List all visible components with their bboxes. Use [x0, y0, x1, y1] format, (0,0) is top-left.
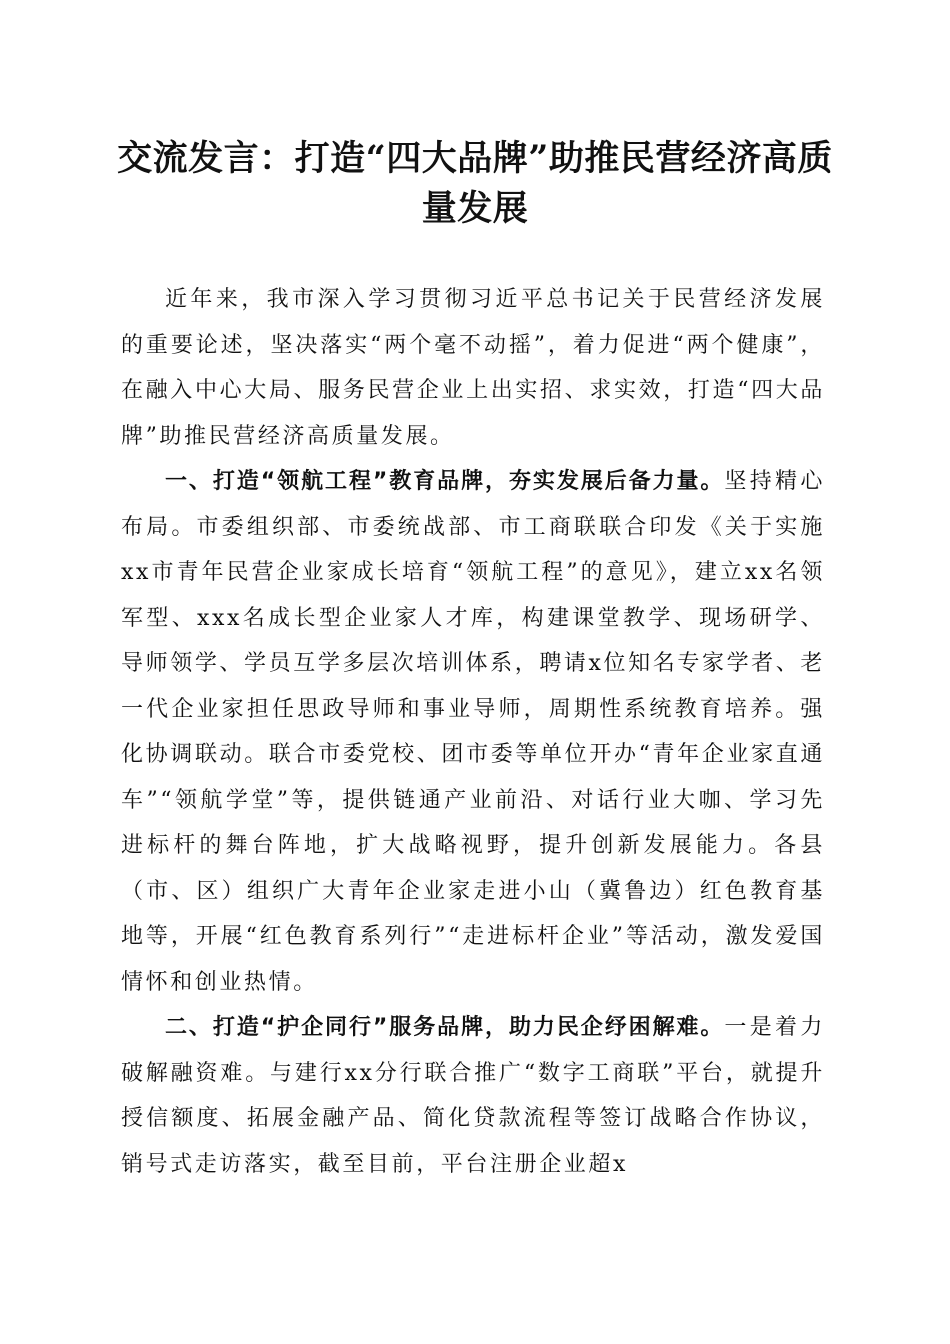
- paragraph-section-one: [121, 459, 825, 1005]
- section-one-text: 坚持精心布局。市委组织部、市委统战部、市工商联联合印发《关于实施xx市青年民营企业家成长培育“领航工程”的意见》，建立xx名领军型、xxx名成长型企业家人才库，构建课堂教学、现场研学、导师领学、学员互学多层次培训体系，聘请x位知名专家学者、老一代企业家担任思政导师和事业导师，周期性系统教育培养。强化协调联动。联合市委党校、团市委等单位开办“青年企业家直通车”“领航学堂”等，提供链通产业前沿、对话行业大咖、学习先进标杆的舞台阵地，扩大战略视野，提升创新发展能力。各县（市、区）组织广大青年企业家走进小山（冀鲁边）红色教育基地等，开展“红色教育系列行”“走进标杆企业”等活动，激发爱国情怀和创业热情。: [121, 469, 825, 995]
- section-one-heading: 一、打造“领航工程”教育品牌，夯实发展后备力量。: [165, 469, 725, 494]
- section-two-heading: 二、打造“护企同行”服务品牌，助力民企纾困解难。: [165, 1015, 725, 1040]
- section-two-text: 一是着力破解融资难。与建行xx分行联合推广“数字工商联”平台，就提升授信额度、拓展金融产品、简化贷款流程等签订战略合作协议，销号式走访落实，截至目前，平台注册企业超x: [121, 1015, 825, 1177]
- paragraph-intro-text: 近年来，我市深入学习贯彻习近平总书记关于民营经济发展的重要论述，坚决落实“两个毫不动摇”，着力促进“两个健康”，在融入中心大局、服务民营企业上出实招、求实效，打造“四大品牌”助推民营经济高质量发展。: [121, 287, 825, 449]
- document-body: [121, 277, 825, 1187]
- document-title: 交流发言：打造“四大品牌”助推民营经济高质量发展: [117, 138, 833, 229]
- paragraph-section-two: [121, 1005, 825, 1187]
- paragraph-intro: [121, 277, 825, 459]
